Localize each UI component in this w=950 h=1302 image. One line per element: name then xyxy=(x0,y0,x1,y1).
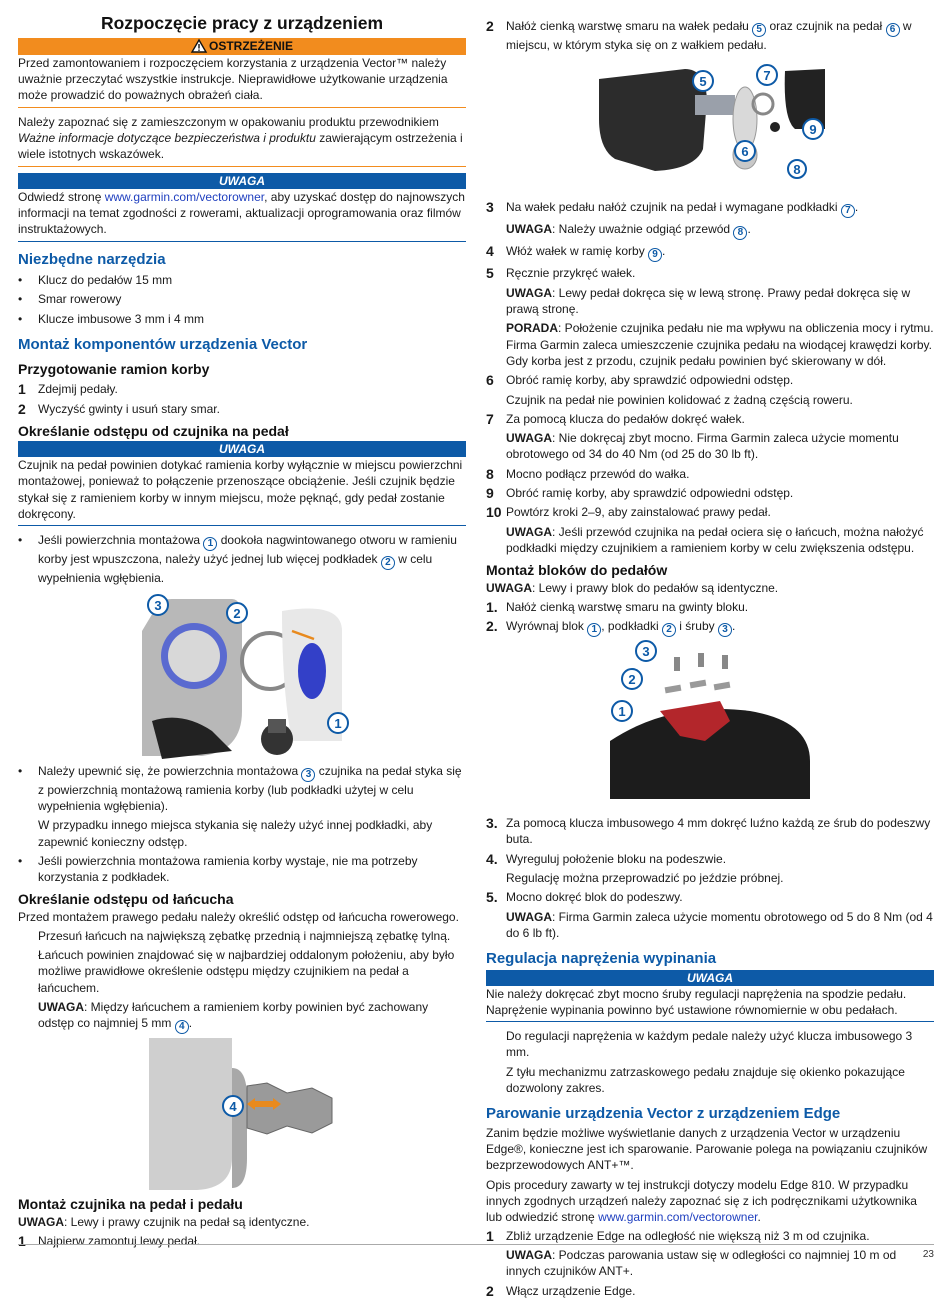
chain-intro: Przed montażem prawego pedału należy określić odstęp od łańcucha rowerowego. xyxy=(18,910,459,925)
cleat-note: UWAGA: Lewy i prawy blok do pedałów są identyczne. xyxy=(486,581,779,596)
step-item: 6 Obróć ramię korby, aby sprawdzić odpowiedni odstęp. xyxy=(486,372,794,389)
sensor-heading: Montaż czujnika na pedał i pedału xyxy=(18,1196,243,1213)
safety-guide-text: Należy zapoznać się z zamieszczonym w opakowaniu produktu przewodnikiem Ważne informacje dotyczące bezpieczeństwa i produktu zawierającym ostrzeżenia i wiele istotnych wskazówek. xyxy=(18,114,466,167)
step-item: 9 Obróć ramię korby, aby sprawdzić odpowiedni odstęp. xyxy=(486,485,794,502)
step-item: 1. Nałóż cienką warstwę smaru na gwinty bloku. xyxy=(486,598,749,615)
list-item: • Klucz do pedałów 15 mm xyxy=(18,273,173,287)
note-text: Odwiedź stronę www.garmin.com/vectorowner, aby uzyskać dostęp do najnowszych informacji na temat zgodności z rowerami, aktualizacji oprogramowania oraz filmów instruktażowych. xyxy=(18,189,466,242)
step-item: 3. Za pomocą klucza imbusowego 4 mm dokręć luźno każdą ze śrub do podeszwy buta. xyxy=(486,814,931,847)
step-item: 5. Mocno dokręć blok do podeszwy. xyxy=(486,889,683,906)
note-bar: UWAGA xyxy=(486,970,934,986)
step-item: 7 Za pomocą klucza do pedałów dokręć wałek. xyxy=(486,410,745,427)
step-tip: PORADA: Położenie czujnika pedału nie ma wpływu na obliczenia mocy i rytmu. Firma Garmin zaleca umieszczenie czujnika pedału na wiodącej krawędzi korby. Gdy korba jest z przodu, czujnik pedału powinien być skierowany w dół. xyxy=(506,321,934,368)
chain-paragraph: Przesuń łańcuch na największą zębatkę przednią i najmniejszą zębatkę tylną. xyxy=(38,928,451,943)
step-item: 4 Włóż wałek w ramię korby 9 . xyxy=(486,243,666,261)
right-column xyxy=(486,16,934,1302)
svg-text:1: 1 xyxy=(334,715,342,731)
step-item: 1 Najpierw zamontuj lewy pedał. xyxy=(18,1232,201,1249)
tension-paragraph: Z tyłu mechanizmu zatrzaskowego pedału znajduje się okienko pokazujące dozwolony zakres. xyxy=(506,1064,905,1096)
footer-rule xyxy=(18,1244,934,1245)
tools-heading: Niezbędne narzędzia xyxy=(18,250,166,268)
step-note: UWAGA: Lewy pedał dokręca się w lewą stronę. Prawy pedał dokręca się w prawą stronę. xyxy=(506,285,911,316)
step-note: UWAGA: Podczas parowania ustaw się w odległości co najmniej 10 m od innych czujników ANT+. xyxy=(506,1248,897,1279)
step-item: 10 Powtórz kroki 2–9, aby zainstalować prawy pedał. xyxy=(486,504,771,521)
step-item: 2 Wyczyść gwinty i usuń stary smar. xyxy=(18,400,220,417)
page-title: Rozpoczęcie pracy z urządzeniem xyxy=(100,13,384,33)
left-column xyxy=(18,12,466,1252)
list-item: • Klucze imbusowe 3 mm i 4 mm xyxy=(18,311,205,326)
step-item: 1 Zbliż urządzenie Edge na odległość nie większą niż 3 m od czujnika. xyxy=(486,1227,870,1244)
crank-washer-illustration xyxy=(142,591,342,759)
tension-note-text: Nie należy dokręcać zbyt mocno śruby regulacji naprężenia na spodzie pedału. Naprężenie wypinania powinno być ustawione równomiernie w obu pedałach. xyxy=(486,986,934,1023)
chain-note: UWAGA: Między łańcuchem a ramieniem korby powinien być zachowany odstęp co najmniej 5 mm 4 . xyxy=(38,1000,429,1033)
cleat-heading: Montaż bloków do pedałów xyxy=(486,562,668,579)
pairing-paragraph: Zanim będzie możliwe wyświetlanie danych z urządzenia Vector w urządzeniu Edge®, konieczne jest ich sparowanie. Parowanie polega na powiązaniu czujników bezprzewodowych ANT+™. xyxy=(486,1125,928,1173)
svg-text:4: 4 xyxy=(229,1099,237,1115)
step-subtext: Regulację można przeprowadzić po jeździe próbnej. xyxy=(506,870,784,885)
svg-text:7: 7 xyxy=(763,68,771,84)
vectorowner-link[interactable]: www.garmin.com/vectorowner xyxy=(104,189,265,204)
chain-paragraph: Łańcuch powinien znajdować się w najbardziej oddalonym położeniu, aby było możliwe prawidłowe określenie odstępu między czujnikiem na pedał a łańcuchem. xyxy=(38,948,455,995)
warning-bar xyxy=(18,38,466,55)
sensor-note: UWAGA: Lewy i prawy czujnik na pedał są identyczne. xyxy=(18,1215,310,1230)
clearance-note-text: Czujnik na pedał powinien dotykać ramienia korby wyłącznie w miejscu powierzchni montażowej, ponieważ to połączenie przenoszące obciążenie. Jeśli czujnik będzie stykał się z ramieniem korby w innym miejscu, może pęknąć, gdy pedał zostanie dokręcony. xyxy=(18,457,466,526)
note-bar: UWAGA xyxy=(18,441,466,457)
step-item: 2 Nałóż cienką warstwę smaru na wałek pedału 5 oraz czujnik na pedał 6 w miejscu, w którym styka się on z wałkiem pedału. xyxy=(486,18,912,52)
crank-heading: Przygotowanie ramion korby xyxy=(18,361,210,378)
step-item: 5 Ręcznie przykręć wałek. xyxy=(486,265,636,282)
warning-icon xyxy=(191,39,207,53)
tension-paragraph: Do regulacji naprężenia w każdym pedale należy użyć klucza imbusowego 3 mm. xyxy=(506,1029,913,1060)
step-item: 2. Wyrównaj blok 1 , podkładki 2 i śruby 3 . xyxy=(486,617,736,635)
svg-text:8: 8 xyxy=(793,162,801,178)
cleat-illustration xyxy=(610,641,810,799)
warning-text: Przed zamontowaniem i rozpoczęciem korzystania z urządzenia Vector™ należy uważnie przeczytać wszystkie instrukcje. Nieprawidłowe użytkowanie urządzenia może prowadzić do poważnych obrażeń ciała. xyxy=(18,55,466,108)
svg-text:6: 6 xyxy=(741,144,749,160)
mount-heading: Montaż komponentów urządzenia Vector xyxy=(18,335,308,353)
bullet-subtext: W przypadku innego miejsca stykania się należy użyć innej podkładki, aby zapewnić konieczny odstęp. xyxy=(38,818,433,849)
tension-heading: Regulacja naprężenia wypinania xyxy=(486,950,717,968)
pedal-spindle-illustration xyxy=(595,59,825,179)
step-subtext: Czujnik na pedał nie powinien kolidować z żadną częścią roweru. xyxy=(506,392,853,407)
chain-clearance-illustration xyxy=(147,1038,337,1190)
step-note: UWAGA: Firma Garmin zaleca użycie momentu obrotowego od 5 do 8 Nm (od 4 do 6 lb ft). xyxy=(506,909,933,940)
note-bar: UWAGA xyxy=(18,173,466,189)
warning-label: OSTRZEŻENIE xyxy=(208,38,293,53)
svg-text:2: 2 xyxy=(233,605,241,621)
list-item: • Jeśli powierzchnia montażowa ramienia korby wystaje, nie ma potrzeby korzystania z podkładek. xyxy=(18,853,418,885)
step-note: UWAGA: Należy uważnie odgiąć przewód 8 . xyxy=(506,222,751,239)
step-item: 4. Wyreguluj położenie bloku na podeszwie. xyxy=(486,850,727,867)
vectorowner-link[interactable]: www.garmin.com/vectorowner xyxy=(598,1210,758,1225)
list-item: • Jeśli powierzchnia montażowa 1 dookoła nagwintowanego otworu w ramieniu korby jest wpuszczona, należy użyć jednej lub więcej podkładek 2 w celu wypełnienia wgłębienia. xyxy=(18,533,457,586)
list-item: • Należy upewnić się, że powierzchnia montażowa 3 czujnika na pedał styka się z powierzchnią montażową ramienia korby (lub podkładki użytej w celu wypełnienia wgłębienia). xyxy=(18,763,462,813)
step-note: UWAGA: Nie dokręcaj zbyt mocno. Firma Garmin zaleca użycie momentu obrotowego od 34 do 40 Nm (od 25 do 30 lb ft). xyxy=(506,431,899,462)
clearance-heading: Określanie odstępu od czujnika na pedał xyxy=(18,422,289,439)
svg-text:1: 1 xyxy=(618,703,626,719)
step-item: 1 Zdejmij pedały. xyxy=(18,381,118,398)
step-item: 8 Mocno podłącz przewód do wałka. xyxy=(486,465,690,482)
step-item: 3 Na wałek pedału nałóż czujnik na pedał i wymagane podkładki 7 . xyxy=(486,199,859,217)
step-note: UWAGA: Jeśli przewód czujnika na pedał ociera się o łańcuch, można nałożyć podkładki między czujnikiem a ramieniem korby w celu zwiększenia odstępu. xyxy=(506,524,924,555)
pairing-heading: Parowanie urządzenia Vector z urządzeniem Edge xyxy=(486,1105,841,1123)
pairing-paragraph: Opis procedury zawarty w tej instrukcji dotyczy modelu Edge 810. W przypadku innych zgodnych urządzeń należy zapoznać się z ich podręcznikami użytkownika lub odwiedzić stronę www.garmin.com/vectorowner. xyxy=(486,1177,917,1225)
step-item: 2 Włącz urządzenie Edge. xyxy=(486,1282,636,1299)
svg-text:5: 5 xyxy=(699,74,707,90)
page-number: 23 xyxy=(922,1249,934,1260)
svg-text:2: 2 xyxy=(628,671,636,687)
list-item: • Smar rowerowy xyxy=(18,292,122,307)
svg-text:9: 9 xyxy=(809,122,817,138)
chain-heading: Określanie odstępu od łańcucha xyxy=(18,891,234,908)
svg-text:3: 3 xyxy=(154,597,162,613)
svg-text:3: 3 xyxy=(642,643,650,659)
